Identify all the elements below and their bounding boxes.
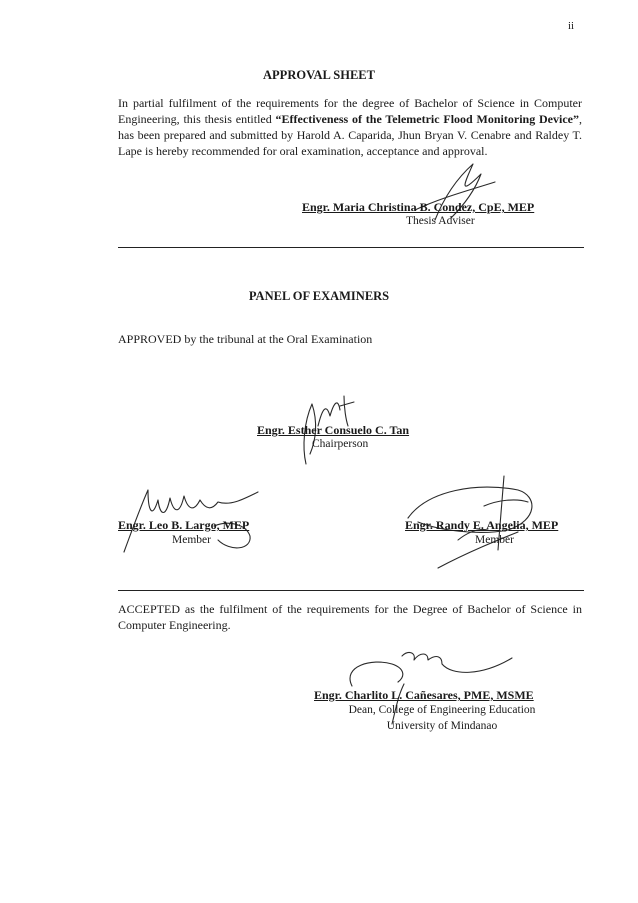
member-largo-role: Member (172, 534, 211, 546)
recommendation-paragraph (118, 95, 582, 159)
page-title: APPROVAL SHEET (263, 68, 375, 82)
thesis-title: “Effectiveness of the Telemetric Flood Monitoring Device” (275, 112, 579, 126)
adviser-role: Thesis Adviser (406, 215, 475, 227)
recommendation-text-before: In partial fulfilment of the requirements for the degree of Bachelor of Science in Computer Engineering, this thesis entitled (118, 96, 582, 126)
approved-paragraph: APPROVED by the tribunal at the Oral Examination (118, 332, 373, 346)
divider-bottom (118, 590, 584, 591)
member-angelia-name: Engr. Randy E. Angelia, MEP (405, 518, 559, 532)
dean-role: Dean, College of Engineering Education (348, 704, 536, 716)
dean-institution: University of Mindanao (386, 720, 498, 732)
panel-heading: PANEL OF EXAMINERS (248, 289, 390, 303)
page-number: ii (568, 20, 575, 32)
divider-top (118, 247, 584, 248)
adviser-name: Engr. Maria Christina B. Condez, CpE, MEP (302, 200, 535, 214)
chairperson-name: Engr. Esther Consuelo C. Tan (257, 423, 410, 437)
chairperson-role: Chairperson (312, 438, 369, 450)
member-largo-name: Engr. Leo B. Largo, MEP (118, 518, 250, 532)
member-angelia-role: Member (475, 534, 514, 546)
accepted-paragraph: ACCEPTED as the fulfilment of the requirements for the Degree of Bachelor of Science in Computer Engineering. (118, 602, 582, 632)
dean-name: Engr. Charlito L. Cañesares, PME, MSME (314, 688, 534, 702)
recommendation-text-after: , has been prepared and submitted by Harold A. Caparida, Jhun Bryan V. Cenabre and Raldey T. Lape is hereby recommended for oral examination, acceptance and approval. (118, 112, 582, 158)
